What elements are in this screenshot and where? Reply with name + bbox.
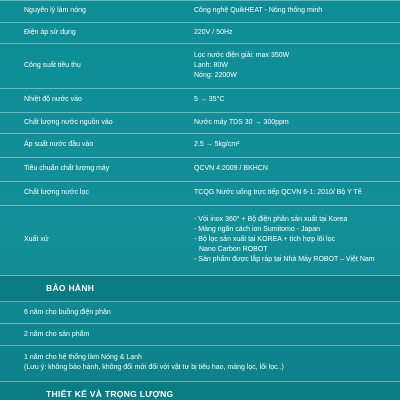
spec-value-line: Nước máy TDS 30 → 300ppm [194, 118, 289, 126]
warranty-item [0, 302, 400, 324]
spec-row [0, 43, 400, 88]
spec-value-line: - Sản phẩm được lắp ráp tại Nhà Máy ROBOT – Việt Nam [194, 256, 375, 263]
spec-value-line: QCVN 4:2009 / BKHCN [194, 165, 268, 172]
warranty-header [0, 276, 400, 302]
spec-table [0, 1, 400, 276]
spec-value-line: Lọc nước điện giải: max 350W [194, 51, 290, 59]
spec-row [0, 205, 400, 275]
spec-row [0, 22, 400, 43]
spec-value [172, 112, 400, 133]
spec-row [0, 88, 400, 112]
spec-value [172, 1, 400, 22]
design-title: THIẾT KẾ VÀ TRỌNG LƯỢNG [46, 389, 174, 399]
spec-label: Nguyên lý làm nóng [0, 1, 172, 22]
warranty-item-text: 1 năm cho hệ thống làm Nóng & Lạnh [24, 354, 142, 361]
spec-value-line: Công nghệ QuikHEAT - Nóng thông minh [194, 7, 323, 15]
spec-row [0, 1, 400, 22]
spec-value [172, 88, 400, 112]
spec-value-line: TCQG Nước uống trực tiếp QCVN 6-1: 2010/ Bộ Y Tế [194, 189, 362, 196]
spec-value-line: 5 → 35°C [194, 96, 225, 103]
spec-value-line: Nóng: 2200W [194, 71, 237, 79]
design-header [0, 382, 400, 400]
spec-row [0, 112, 400, 133]
spec-label: Chất lượng nước nguồn vào [0, 112, 172, 133]
spec-label: Điện áp sử dụng [0, 22, 172, 43]
spec-value-line: 220V / 50Hz [194, 28, 233, 36]
warranty-item [0, 346, 400, 382]
spec-value-line: Nano Carbon ROBOT [199, 246, 268, 253]
spec-value [172, 43, 400, 88]
spec-label: Nhiệt độ nước vào [0, 88, 172, 112]
spec-value [172, 157, 400, 181]
warranty-item-text: 6 năm cho buồng điện phân [24, 308, 111, 316]
spec-value [172, 22, 400, 43]
spec-label: Tiêu chuẩn chất lượng máy [0, 157, 172, 181]
spec-row [0, 133, 400, 157]
spec-value [172, 181, 400, 205]
spec-label: Công suất tiêu thụ [0, 43, 172, 88]
spec-value-line: - Màng ngăn cách ion Sumitomo - Japan [194, 226, 321, 233]
warranty-item-text: (Lưu ý: không bảo hành, không đổi mới đối với vật tư bị tiêu hao, màng lọc, lõi lọc..) [24, 364, 284, 371]
spec-row [0, 157, 400, 181]
spec-value-line: 2.5 → 5kg/cm² [194, 141, 240, 148]
warranty-list [0, 302, 400, 382]
spec-label: Xuất xứ [0, 205, 172, 275]
spec-row [0, 181, 400, 205]
spec-value [172, 205, 400, 275]
spec-value [172, 133, 400, 157]
warranty-item-text: 2 năm cho sản phẩm [24, 330, 90, 338]
spec-label: Chất lượng nước lọc [0, 181, 172, 205]
spec-value-line: Lạnh: 80W [194, 61, 228, 69]
warranty-item [0, 324, 400, 346]
spec-value-line: - Vòi inox 360° + Bộ điện phân sản xuất tại Korea [194, 216, 348, 223]
warranty-title: BẢO HÀNH [46, 283, 95, 293]
spec-label: Áp suất nước đầu vào [0, 133, 172, 157]
spec-value-line: - Bộ lọc sản xuất tại KOREA + tích hợp lõi lọc [194, 236, 335, 243]
